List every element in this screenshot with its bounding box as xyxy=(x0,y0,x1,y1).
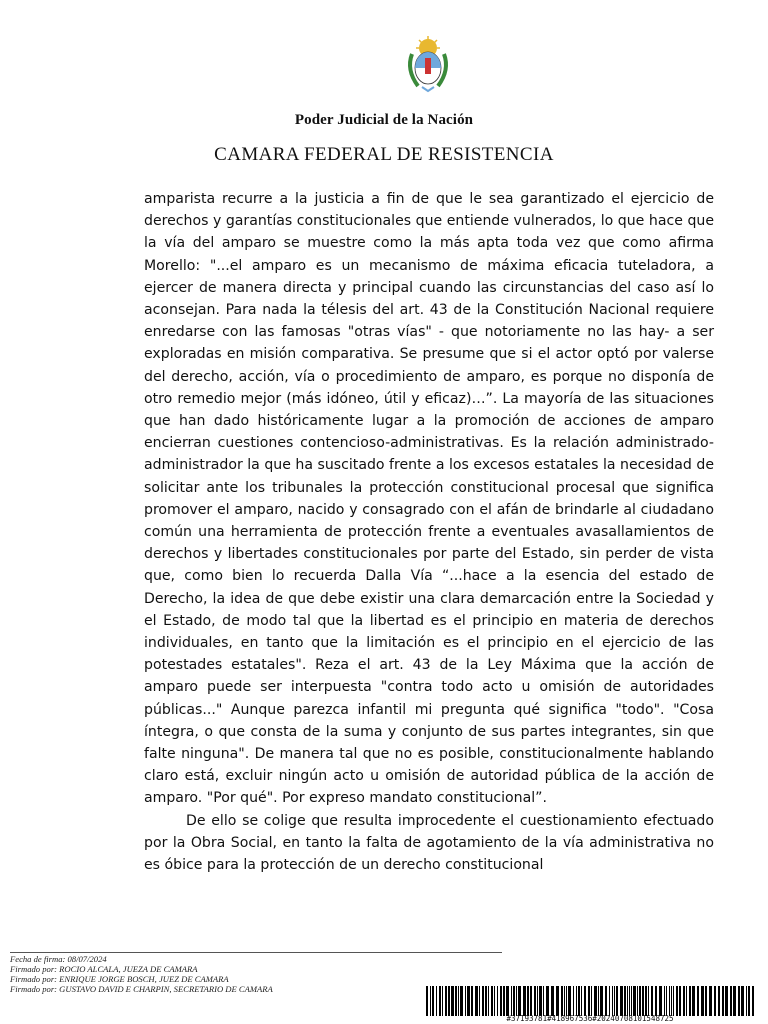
signature-line: Firmado por: ENRIQUE JORGE BOSCH, JUEZ DE CAMARA xyxy=(10,974,229,984)
body-paragraph: amparista recurre a la justicia a fin de que le sea garantizado el ejercicio de derechos y garantías constitucionales que entiende vulnerados, lo que hace que la vía del amparo se muestre como la más apta toda vez que como afirma Morello: "...el amparo es un mecanismo de máxima eficacia tuteladora, a ejercer de manera directa y principal cuando las circunstancias del caso así lo aconsejan. Para nada la télesis del art. 43 de la Constitución Nacional requiere enredarse con las famosas "otras vías" - que notoriamente no las hay- a ser exploradas en misión comparativa. Se presume que si el actor optó por valerse del derecho, acción, vía o procedimiento de amparo, es porque no disponía de otro remedio mejor (más idóneo, útil y eficaz)…”. La mayoría de las situaciones que han dado históricamente lugar a la promoción de acciones de amparo encierran cuestiones contencioso-administrativas. Es la relación administrado-administrador la que ha suscitado frente a los excesos estatales la necesidad de solicitar ante los tribunales la protección constitucional procesal que significa promover el amparo, nacido y consagrado con el afán de brindarle al ciudadano común una herramienta de protección frente a eventuales avasallamientos de derechos y libertades constitucionales por parte del Estado, sin perder de vista que, como bien lo recuerda Dalla Vía “...hace a la esencia del estado de Derecho, la idea de que debe existir una clara demarcación entre la Sociedad y el Estado, de modo tal que la libertad es el principio en materia de derechos individuales, en tanto que la limitación es el principio en el ejercicio de las potestades estatales". Reza el art. 43 de la Ley Máxima que la acción de amparo puede ser interpuesta "contra todo acto u omisión de autoridades públicas..." Aunque parezca infantil mi pregunta qué significa "todo". "Cosa íntegra, o que consta de la suma y conjunto de sus partes integrantes, sin que falte ninguna". De manera tal que no es posible, constitucionalmente hablando claro está, excluir ningún acto u omisión de autoridad pública de la acción de amparo. "Por qué". Por expreso mandato constitucional”. xyxy=(144,191,714,807)
barcode-icon xyxy=(426,986,754,1016)
signature-block xyxy=(10,954,273,994)
coat-of-arms-icon xyxy=(402,34,454,94)
footer-divider xyxy=(10,952,502,953)
court-title: CAMARA FEDERAL DE RESISTENCIA xyxy=(214,144,554,165)
signature-date: Fecha de firma: 08/07/2024 xyxy=(10,954,107,964)
signature-line: Firmado por: GUSTAVO DAVID E CHARPIN, SECRETARIO DE CAMARA xyxy=(10,984,273,994)
signature-line: Firmado por: ROCIO ALCALA, JUEZA DE CAMARA xyxy=(10,964,198,974)
body-paragraph: De ello se colige que resulta improcedente el cuestionamiento efectuado por la Obra Social, en tanto la falta de agotamiento de la vía administrativa no es óbice para la protección de un derecho constitucional xyxy=(144,812,714,874)
document-body xyxy=(144,188,714,876)
barcode-number: #37193781#418967536#20240708101548725 xyxy=(506,1014,674,1023)
institution-title: Poder Judicial de la Nación xyxy=(294,112,474,128)
